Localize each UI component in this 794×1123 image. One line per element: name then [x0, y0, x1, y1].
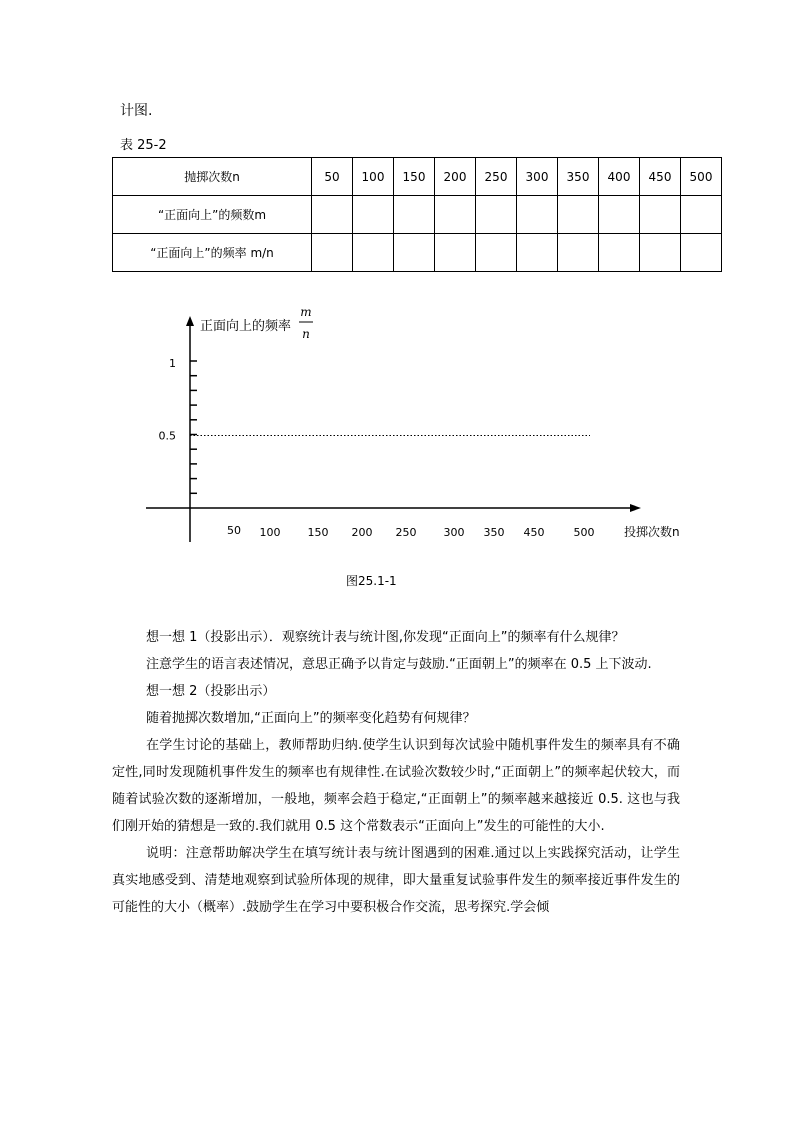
x-tick-label: 350	[483, 526, 505, 539]
x-tick-label: 300	[443, 526, 465, 539]
table-cell: 150	[394, 158, 435, 196]
table-cell: 50	[312, 158, 353, 196]
table-cell: 450	[640, 158, 681, 196]
x-tick-label: 100	[259, 526, 281, 539]
x-tick-label: 50	[227, 524, 241, 537]
x-tick-label: 150	[307, 526, 329, 539]
table-cell: 500	[681, 158, 722, 196]
table-cell: 250	[476, 158, 517, 196]
fraction-denominator: n	[302, 327, 310, 341]
x-tick-label: 200	[351, 526, 373, 539]
row-header-cell: 抛掷次数n	[113, 158, 312, 196]
x-axis-arrow	[630, 504, 641, 512]
paragraph: 注意学生的语言表述情况，意思正确予以肯定与鼓励.“正面朝上”的频率在 0.5 上下波动.	[146, 657, 652, 672]
table-cell: 400	[599, 158, 640, 196]
figure-caption: 图25.1-1	[346, 574, 397, 588]
fraction-numerator: m	[300, 305, 312, 319]
y-axis-label: 正面向上的频率	[200, 319, 292, 334]
y-tick-label: 0.5	[158, 429, 176, 443]
paragraph: 想一想 1（投影出示）．观察统计表与统计图,你发现“正面向上”的频率有什么规律？	[146, 630, 625, 645]
y-tick-label: 1	[169, 357, 176, 370]
row-header-cell: “正面向上”的频数m	[113, 196, 312, 234]
x-tick-label: 250	[395, 526, 417, 539]
table-caption: 表 25-2	[120, 138, 167, 153]
table-cell: 350	[558, 158, 599, 196]
body-text	[112, 624, 680, 921]
table-cell: 100	[353, 158, 394, 196]
paragraph: 随着抛掷次数增加,“正面向上”的频率变化趋势有何规律？	[146, 711, 476, 726]
x-tick-label: 500	[573, 526, 595, 539]
x-axis-label: 投掷次数n	[624, 525, 680, 539]
intro-text: 计图.	[120, 103, 153, 119]
paragraph: 说明：注意帮助解决学生在填写统计表与统计图遇到的困难.通过以上实践探究活动，让学生真实地感受到、清楚地观察到试验所体现的规律，即大量重复试验事件发生的频率接近事件发生的可能性的大小（概率）.鼓励学生在学习中要积极合作交流，思考探究.学会倾	[112, 846, 680, 915]
paragraph: 在学生讨论的基础上，教师帮助归纳.使学生认识到每次试验中随机事件发生的频率具有不确定性,同时发现随机事件发生的频率也有规律性.在试验次数较少时,“正面朝上”的频率起伏较大，而随着试验次数的逐渐增加，一般地，频率会趋于稳定,“正面朝上”的频率越来越接近 0.5. 这也与我们刚开始的猜想是一致的.我们就用 0.5 这个常数表示“正面向上”发生的可能性的大小.	[112, 738, 680, 834]
table-cell: 300	[517, 158, 558, 196]
paragraph: 想一想 2（投影出示）	[146, 684, 276, 699]
x-tick-label: 450	[523, 526, 545, 539]
table-cell: 200	[435, 158, 476, 196]
y-axis-arrow	[186, 316, 194, 326]
row-header-cell: “正面向上”的频率 m/n	[113, 234, 312, 272]
